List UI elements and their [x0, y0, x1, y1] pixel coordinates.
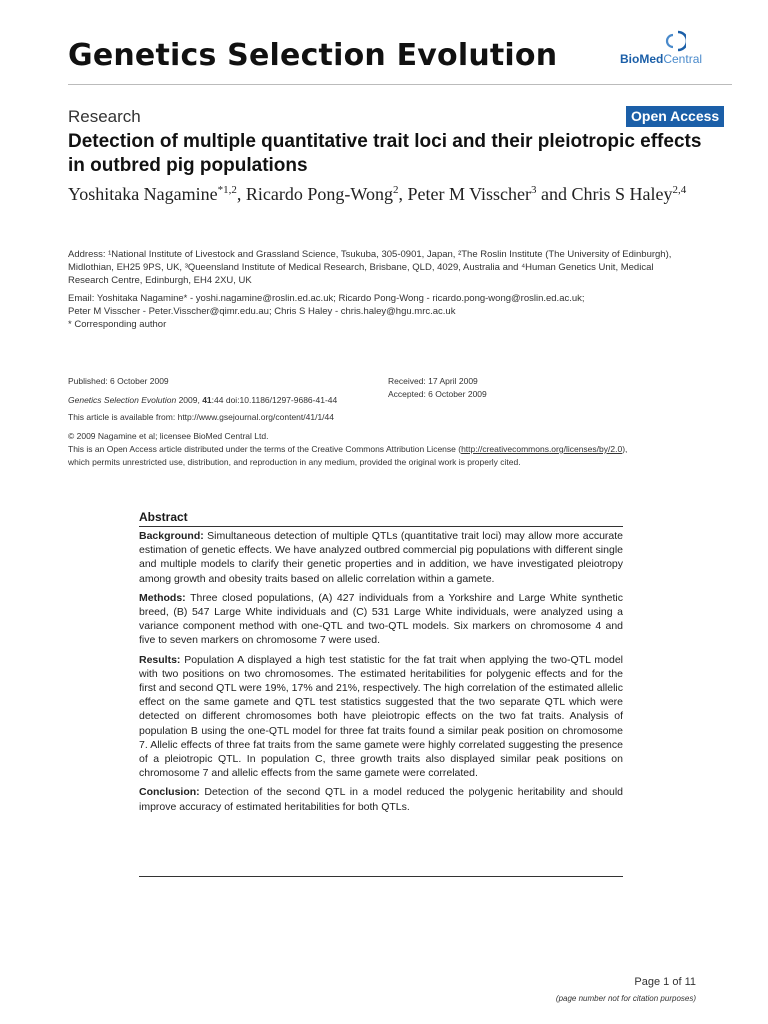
journal-title: Genetics Selection Evolution [68, 38, 558, 73]
license-text-end: ), [622, 444, 628, 454]
abstract-section-label: Conclusion: [139, 786, 200, 799]
author-affiliation-marker: *1,2 [217, 184, 237, 196]
abstract-section [139, 653, 623, 781]
published-date: Published: 6 October 2009 [68, 376, 169, 386]
citation-doi: :44 doi:10.1186/1297-9686-41-44 [211, 395, 338, 405]
abstract-end-divider [139, 876, 623, 877]
logo-wordmark [620, 52, 702, 66]
license-line [68, 443, 708, 456]
header-divider [68, 84, 732, 85]
abstract-section [139, 591, 623, 648]
author-affiliation-marker: 3 [531, 184, 537, 196]
accepted-date: Accepted: 6 October 2009 [388, 389, 487, 399]
abstract-section-text: Three closed populations, (A) 427 individuals from a Yorkshire and Large White synthetic breed, (B) 547 Large White individuals and (C) 531 Large White individuals, were analyzed using a variance component method with one-QTL and two-QTL models. Six markers on chromosome 4 and five to seven markers on chromosome 7 were used. [139, 591, 623, 647]
abstract-section [139, 785, 623, 813]
abstract-heading: Abstract [139, 510, 188, 524]
author-separator: and [536, 184, 572, 204]
abstract-divider [139, 526, 623, 527]
article-type: Research [68, 107, 141, 126]
article-title: Detection of multiple quantitative trait loci and their pleiotropic effects in outbred pig populations [68, 131, 702, 176]
author-separator: , [398, 184, 408, 204]
author-affiliation-marker: 2,4 [672, 184, 687, 196]
citation-journal: Genetics Selection Evolution [68, 395, 177, 405]
copyright-line: © 2009 Nagamine et al; licensee BioMed Central Ltd. [68, 431, 269, 441]
citation [68, 394, 388, 407]
biomed-arc-icon [664, 30, 686, 52]
author-affiliations: Address: ¹National Institute of Livestock and Grassland Science, Tsukuba, 305-0901, Japan, ²The Roslin Institute (The University of Edinburgh), Midlothian, EH25 9PS, UK, ³Queensland Institute of Medical Research, Brisbane, QLD, 4029, Australia and ⁴Human Genetics Unit, Medical Research Centre, Edinburgh, EH4 2XU, UK [68, 249, 672, 286]
corresponding-author-note: * Corresponding author [68, 319, 167, 330]
license-line: which permits unrestricted use, distribution, and reproduction in any medium, provided the original work is properly cited. [68, 457, 521, 467]
page-number-note: (page number not for citation purposes) [555, 994, 696, 1003]
copyright-notice [68, 430, 708, 469]
license-link[interactable]: http://creativecommons.org/licenses/by/2.0 [461, 444, 623, 454]
biomed-central-logo [620, 30, 730, 70]
abstract-section-label: Background: [139, 530, 204, 542]
license-text: This is an Open Access article distributed under the terms of the Creative Commons Attribution License ( [68, 444, 462, 454]
abstract-section-label: Results: [139, 653, 181, 666]
publication-info [68, 375, 388, 424]
abstract-body [139, 529, 623, 819]
email-line: Email: Yoshitaka Nagamine* - yoshi.nagamine@roslin.ed.ac.uk; Ricardo Pong-Wong - ricardo.pong-wong@roslin.ed.ac.uk; [68, 293, 585, 304]
author-list [68, 179, 708, 206]
author-name: Chris S Haley [571, 184, 673, 204]
submission-dates [388, 375, 688, 401]
author-affiliation-marker: 2 [392, 184, 399, 196]
author-emails [68, 292, 688, 318]
page-number: Page 1 of 11 [634, 976, 696, 988]
citation-year: 2009, [176, 395, 203, 405]
author-name: Yoshitaka Nagamine [68, 184, 218, 204]
abstract-section-text: Detection of the second QTL in a model reduced the polygenic heritability and should improve accuracy of estimated heritabilities for both QTLs. [139, 786, 623, 813]
abstract-section-text: Simultaneous detection of multiple QTLs (quantitative trait loci) may allow more accurate estimation of genetic effects. We have analyzed outbred commercial pig populations with different single and multiple models to clarify their genetic properties and in addition, we have investigated pleiotropy among growth and obesity traits based on allelic correlation within a gamete. [139, 530, 623, 585]
author-name: Peter M Visscher [407, 184, 532, 204]
article-url[interactable]: This article is available from: http://www.gsejournal.org/content/41/1/44 [68, 412, 334, 422]
open-access-badge: Open Access [626, 106, 724, 127]
author-separator: , [236, 184, 246, 204]
email-line: Peter M Visscher - Peter.Visscher@qimr.edu.au; Chris S Haley - chris.haley@hgu.mrc.ac.uk [68, 306, 456, 317]
logo-biomed: BioMed [620, 52, 664, 66]
abstract-section-label: Methods: [139, 591, 186, 604]
abstract-section-text: Population A displayed a high test statistic for the fat trait when applying the two-QTL model with two positions on two chromosomes. The estimated heritabilities for polygenic effects and for the first and second QTL were 19%, 17% and 21%, respectively. The high correlation of the estimated allelic effect on the same gamete and QTL test statistics suggested that the two separate QTL which were detected on different chromosomes both have pleiotropic effects on the two fat traits. Analysis of population B using the one-QTL model for three fat traits found a similar peak position on chromosome 7. Allelic effects of three fat traits from the same gamete were highly correlated suggesting the presence of a pleiotropic QTL. In population C, three growth traits also displayed similar peak positions on chromosome 7 and allelic effects from the same gamete were correlated. [139, 653, 623, 780]
author-name: Ricardo Pong-Wong [245, 184, 393, 204]
received-date: Received: 17 April 2009 [388, 376, 478, 386]
citation-volume: 41 [202, 395, 212, 405]
logo-central: Central [663, 52, 703, 66]
abstract-section [139, 529, 623, 586]
